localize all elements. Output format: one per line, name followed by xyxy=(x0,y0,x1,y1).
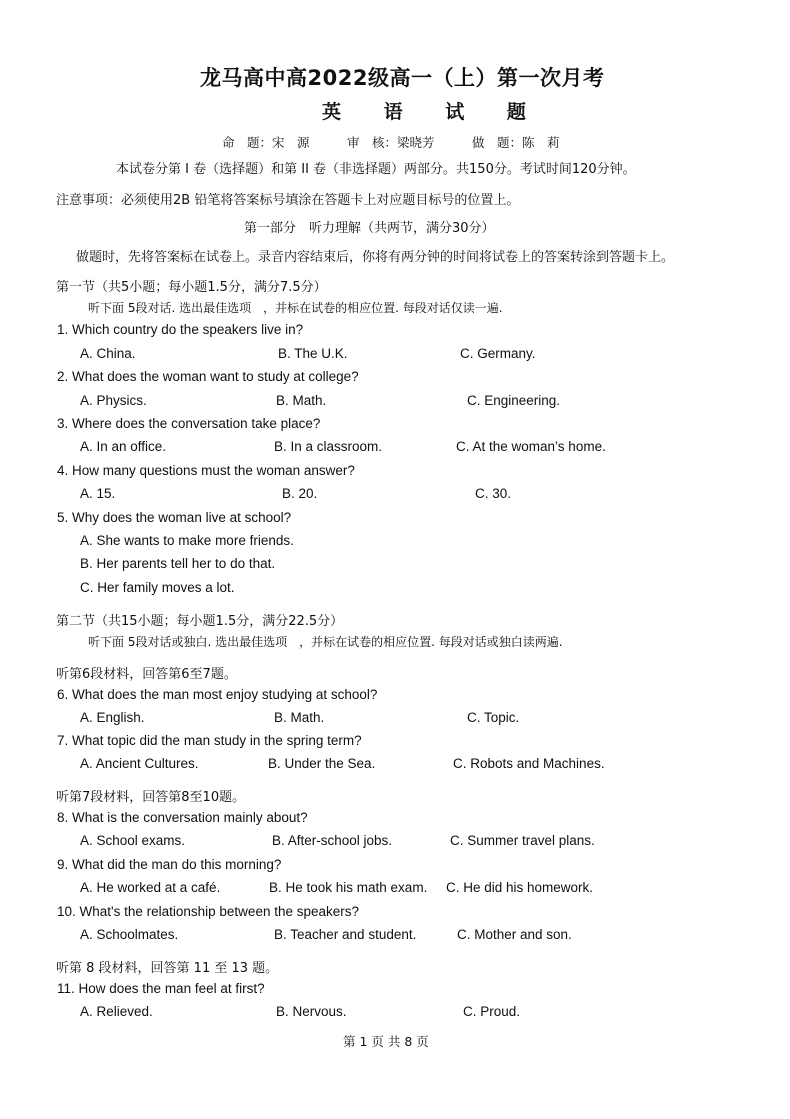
question-2: 2. What does the woman want to study at college? xyxy=(57,369,359,384)
question-4: 4. How many questions must the woman answer? xyxy=(57,463,355,478)
q5-option-b[interactable]: B. Her parents tell her to do that. xyxy=(80,556,276,571)
q10-option-b[interactable]: B. Teacher and student. xyxy=(274,927,417,942)
q7-option-a[interactable]: A. Ancient Cultures. xyxy=(80,756,199,771)
q8-option-c[interactable]: C. Summer travel plans. xyxy=(450,833,595,848)
q9-option-a[interactable]: A. He worked at a café. xyxy=(80,880,221,895)
q8-option-a[interactable]: A. School exams. xyxy=(80,833,186,848)
exam-subject: 英 语 试 题 xyxy=(322,101,544,123)
question-9: 9. What did the man do this morning? xyxy=(57,857,282,872)
material-7-heading: 听第7段材料，回答第8至10题。 xyxy=(56,790,246,805)
q5-option-a[interactable]: A. She wants to make more friends. xyxy=(80,533,294,548)
exam-staff: 命 题：宋 源 审 核：梁晓芳 做 题：陈 莉 xyxy=(222,135,560,150)
q6-option-a[interactable]: A. English. xyxy=(80,710,145,725)
exam-title: 龙马高中高2022级高一（上）第一次月考 xyxy=(200,66,605,90)
q1-option-a[interactable]: A. China. xyxy=(80,346,136,361)
q4-option-b[interactable]: B. 20. xyxy=(282,486,318,501)
q2-option-b[interactable]: B. Math. xyxy=(276,393,327,408)
q2-option-a[interactable]: A. Physics. xyxy=(80,393,147,408)
material-8-heading: 听第 8 段材料，回答第 11 至 13 题。 xyxy=(56,961,279,976)
q2-option-c[interactable]: C. Engineering. xyxy=(467,393,561,408)
q6-option-b[interactable]: B. Math. xyxy=(274,710,325,725)
question-11: 11. How does the man feel at first? xyxy=(57,981,265,996)
material-6-heading: 听第6段材料，回答第6至7题。 xyxy=(56,667,237,682)
question-1: 1. Which country do the speakers live in? xyxy=(57,322,304,337)
q8-option-b[interactable]: B. After-school jobs. xyxy=(272,833,393,848)
q7-option-b[interactable]: B. Under the Sea. xyxy=(268,756,376,771)
section2-instruction: 听下面 5段对话或独白. 选出最佳选项 ，并标在试卷的相应位置. 每段对话或独白读两遍. xyxy=(88,635,563,649)
q9-option-b[interactable]: B. He took his math exam. xyxy=(269,880,428,895)
part1-instruction: 做题时，先将答案标在试卷上。录音内容结束后，你将有两分钟的时间将试卷上的答案转涂到答题卡上。 xyxy=(76,250,675,265)
q1-option-c[interactable]: C. Germany. xyxy=(460,346,536,361)
question-3: 3. Where does the conversation take place? xyxy=(57,416,321,431)
exam-intro: 本试卷分第 I 卷（选择题）和第 II 卷（非选择题）两部分。共150分。考试时间120分钟。 xyxy=(116,162,636,177)
question-10: 10. What's the relationship between the speakers? xyxy=(57,904,360,919)
q11-option-c[interactable]: C. Proud. xyxy=(463,1004,521,1019)
q3-option-b[interactable]: B. In a classroom. xyxy=(274,439,383,454)
section1-heading: 第一节（共5小题；每小题1.5分，满分7.5分） xyxy=(56,280,327,295)
q11-option-a[interactable]: A. Relieved. xyxy=(80,1004,153,1019)
q4-option-a[interactable]: A. 15. xyxy=(80,486,116,501)
q5-option-c[interactable]: C. Her family moves a lot. xyxy=(80,580,235,595)
page-number: 第 1 页 共 8 页 xyxy=(343,1034,429,1049)
q11-option-b[interactable]: B. Nervous. xyxy=(276,1004,347,1019)
q3-option-a[interactable]: A. In an office. xyxy=(80,439,167,454)
question-6: 6. What does the man most enjoy studying at school? xyxy=(57,687,378,702)
question-8: 8. What is the conversation mainly about? xyxy=(57,810,308,825)
part1-heading: 第一部分 听力理解（共两节，满分30分） xyxy=(244,221,495,236)
q4-option-c[interactable]: C. 30. xyxy=(475,486,512,501)
section2-heading: 第二节（共15小题；每小题1.5分，满分22.5分） xyxy=(56,614,344,629)
q6-option-c[interactable]: C. Topic. xyxy=(467,710,520,725)
q7-option-c[interactable]: C. Robots and Machines. xyxy=(453,756,605,771)
section1-instruction: 听下面 5段对话. 选出最佳选项 ，并标在试卷的相应位置. 每段对话仅读一遍. xyxy=(88,301,503,315)
q3-option-c[interactable]: C. At the woman’s home. xyxy=(456,439,606,454)
q9-option-c[interactable]: C. He did his homework. xyxy=(446,880,594,895)
q10-option-c[interactable]: C. Mother and son. xyxy=(457,927,572,942)
q10-option-a[interactable]: A. Schoolmates. xyxy=(80,927,179,942)
exam-notice: 注意事项：必须使用2B 铅笔将答案标号填涂在答题卡上对应题目标号的位置上。 xyxy=(56,193,520,208)
question-5: 5. Why does the woman live at school? xyxy=(57,510,292,525)
question-7: 7. What topic did the man study in the spring term? xyxy=(57,733,362,748)
q1-option-b[interactable]: B. The U.K. xyxy=(278,346,348,361)
